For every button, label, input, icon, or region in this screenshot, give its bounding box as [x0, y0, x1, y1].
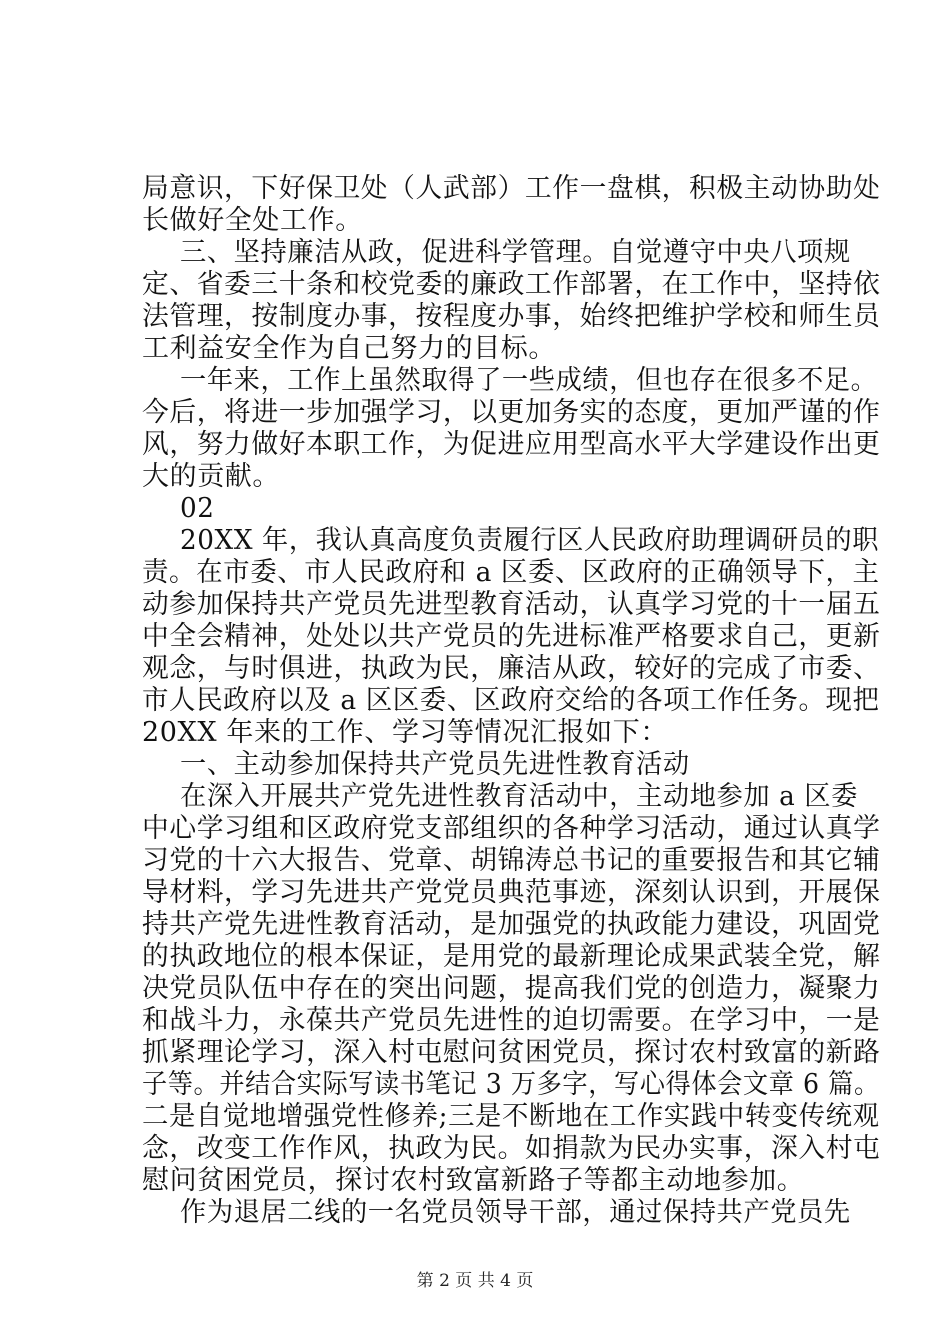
text-line: 责。在市委、市人民政府和 a 区委、区政府的正确领导下，主	[142, 557, 880, 588]
text-line: 大的贡献。	[142, 461, 280, 492]
text-line: 工利益安全作为自己努力的目标。	[142, 333, 556, 364]
text-line: 三、坚持廉洁从政，促进科学管理。自觉遵守中央八项规	[180, 237, 851, 268]
text-line: 20XX 年，我认真高度负责履行区人民政府助理调研员的职	[180, 525, 880, 556]
text-line: 长做好全处工作。	[142, 205, 363, 236]
section-number: 02	[180, 493, 215, 524]
text-line: 一年来，工作上虽然取得了一些成绩，但也存在很多不足。	[180, 365, 878, 396]
text-line: 中心学习组和区政府党支部组织的各种学习活动，通过认真学	[142, 813, 881, 844]
text-line: 市人民政府以及 a 区区委、区政府交给的各项工作任务。现把	[142, 685, 880, 716]
text-line: 习党的十六大报告、党章、胡锦涛总书记的重要报告和其它辅	[142, 845, 881, 876]
text-line: 定、省委三十条和校党委的廉政工作部署，在工作中，坚持依	[142, 269, 881, 300]
text-line: 动参加保持共产党员先进型教育活动，认真学习党的十一届五	[142, 589, 881, 620]
text-line: 决党员队伍中存在的突出问题，提高我们党的创造力，凝聚力	[142, 973, 881, 1004]
text-line: 二是自觉地增强党性修养;三是不断地在工作实践中转变传统观	[142, 1101, 880, 1132]
text-line: 风，努力做好本职工作，为促进应用型高水平大学建设作出更	[142, 429, 881, 460]
section-heading: 一、主动参加保持共产党员先进性教育活动	[180, 749, 690, 780]
text-line: 作为退居二线的一名党员领导干部，通过保持共产党员先	[180, 1197, 851, 1228]
text-line: 今后，将进一步加强学习，以更加务实的态度，更加严谨的作	[142, 397, 881, 428]
text-line: 法管理，按制度办事，按程度办事，始终把维护学校和师生员	[142, 301, 881, 332]
text-line: 慰问贫困党员，探讨农村致富新路子等都主动地参加。	[142, 1165, 805, 1196]
text-line: 局意识，下好保卫处（人武部）工作一盘棋，积极主动协助处	[142, 173, 881, 204]
text-line: 和战斗力，永葆共产党员先进性的迫切需要。在学习中，一是	[142, 1005, 881, 1036]
text-line: 抓紧理论学习，深入村屯慰问贫困党员，探讨农村致富的新路	[142, 1037, 881, 1068]
text-line: 的执政地位的根本保证，是用党的最新理论成果武装全党，解	[142, 941, 881, 972]
text-line: 观念，与时俱进，执政为民，廉洁从政，较好的完成了市委、	[142, 653, 881, 684]
page-footer: 第 2 页 共 4 页	[416, 1271, 534, 1291]
text-line: 中全会精神，处处以共产党员的先进标准严格要求自己，更新	[142, 621, 881, 652]
text-line: 持共产党先进性教育活动，是加强党的执政能力建设，巩固党	[142, 909, 881, 940]
text-line: 20XX 年来的工作、学习等情况汇报如下：	[142, 717, 668, 748]
text-line: 在深入开展共产党先进性教育活动中，主动地参加 a 区委	[180, 781, 858, 812]
text-line: 念，改变工作作风，执政为民。如捐款为民办实事，深入村屯	[142, 1133, 881, 1164]
text-line: 子等。并结合实际写读书笔记 3 万多字，写心得体会文章 6 篇。	[142, 1069, 880, 1100]
text-line: 导材料，学习先进共产党党员典范事迹，深刻认识到，开展保	[142, 877, 881, 908]
